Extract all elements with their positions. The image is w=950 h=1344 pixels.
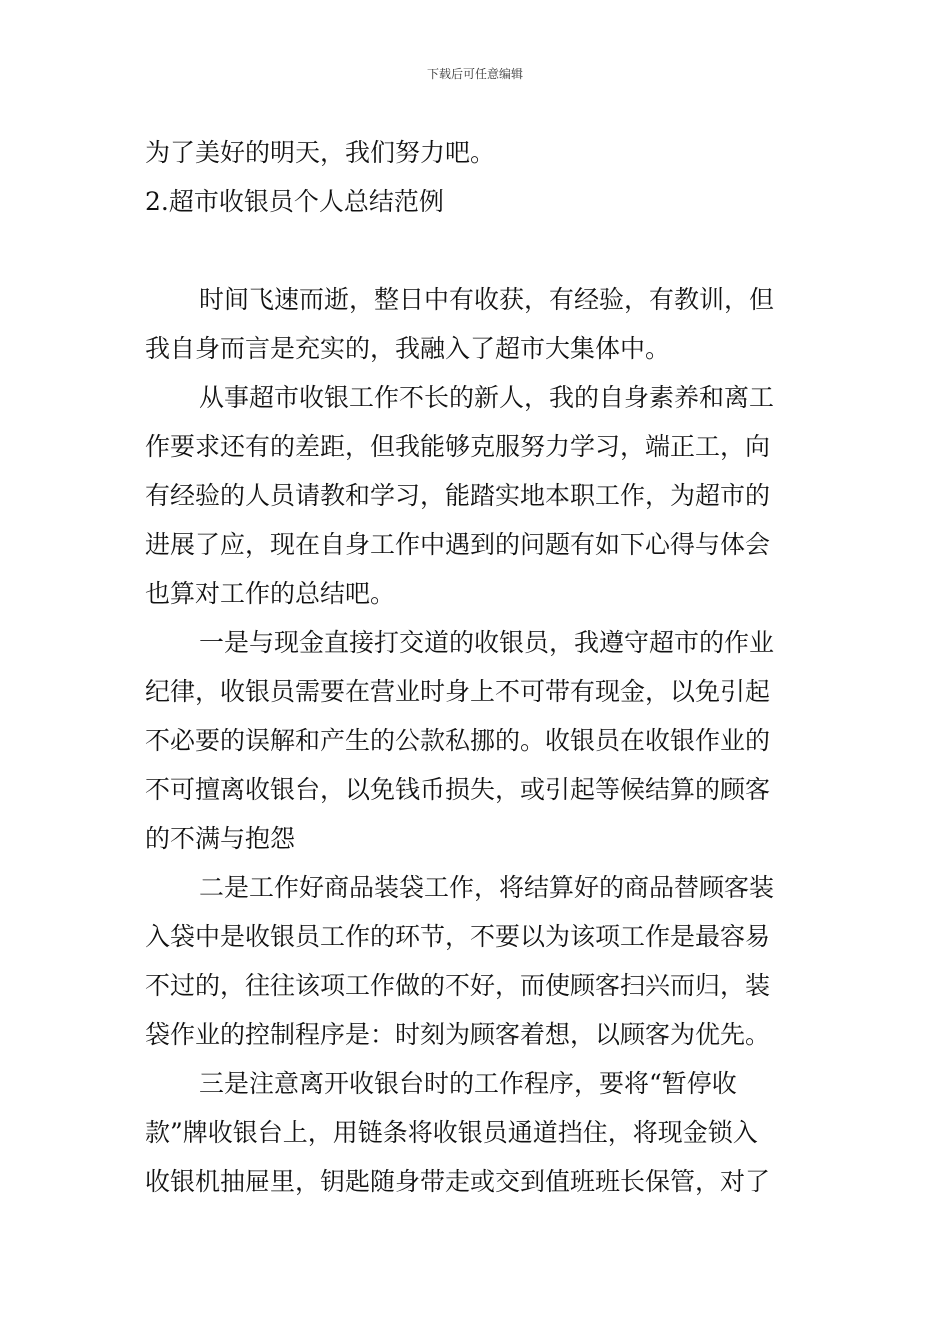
paragraph-line: 的不满与抱怨 bbox=[145, 824, 296, 853]
paragraph-line: 有经验的人员请教和学习，能踏实地本职工作，为超市的 bbox=[145, 481, 771, 510]
paragraph-5 bbox=[145, 1059, 807, 1206]
paragraph-line: 袋作业的控制程序是：时刻为顾客着想，以顾客为优先。 bbox=[145, 1020, 771, 1049]
section-title: 2.超市收银员个人总结范例 bbox=[145, 187, 444, 216]
paragraph-line: 时间飞速而逝，整日中有收获，有经验，有教训，但 bbox=[199, 285, 775, 314]
page-header: 下载后可任意编辑 bbox=[426, 67, 523, 81]
paragraph-line: 三是注意离开收银台时的工作程序，要将“暂停收 bbox=[199, 1069, 737, 1098]
paragraph-3 bbox=[145, 618, 807, 863]
paragraph-line: 一是与现金直接打交道的收银员，我遵守超市的作业 bbox=[199, 628, 775, 657]
paragraph-line: 不过的，往往该项工作做的不好，而使顾客扫兴而归，装 bbox=[145, 971, 771, 1000]
blank-line bbox=[145, 226, 807, 275]
paragraph-line: 款”牌收银台上，用链条将收银员通道挡住，将现金锁入 bbox=[145, 1118, 758, 1147]
document-body bbox=[145, 128, 807, 1206]
paragraph-1 bbox=[145, 275, 807, 373]
paragraph-4 bbox=[145, 863, 807, 1059]
paragraph-line: 不可擅离收银台，以免钱币损失，或引起等候结算的顾客 bbox=[145, 775, 771, 804]
paragraph-line: 我自身而言是充实的，我融入了超市大集体中。 bbox=[145, 334, 671, 363]
paragraph-line: 不必要的误解和产生的公款私挪的。收银员在收银作业的 bbox=[145, 726, 771, 755]
paragraph-line: 入袋中是收银员工作的环节，不要以为该项工作是最容易 bbox=[145, 922, 771, 951]
paragraph-line: 二是工作好商品装袋工作，将结算好的商品替顾客装 bbox=[199, 873, 775, 902]
paragraph-line: 也算对工作的总结吧。 bbox=[145, 579, 396, 608]
intro-line: 为了美好的明天，我们努力吧。 bbox=[145, 138, 496, 167]
paragraph-line: 进展了应，现在自身工作中遇到的问题有如下心得与体会 bbox=[145, 530, 771, 559]
paragraph-line: 纪律，收银员需要在营业时身上不可带有现金，以免引起 bbox=[145, 677, 771, 706]
paragraph-line: 从事超市收银工作不长的新人，我的自身素养和离工 bbox=[199, 383, 775, 412]
paragraph-line: 收银机抽屉里，钥匙随身带走或交到值班班长保管，对了 bbox=[145, 1167, 771, 1196]
paragraph-line: 作要求还有的差距，但我能够克服努力学习，端正工，向 bbox=[145, 432, 771, 461]
paragraph-2 bbox=[145, 373, 807, 618]
